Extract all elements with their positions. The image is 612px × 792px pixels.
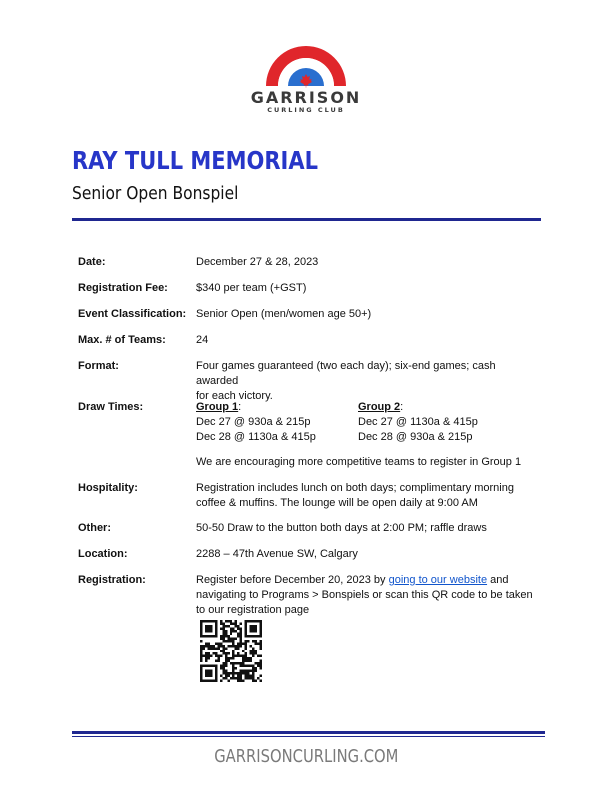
format-line: Four games guaranteed (two each day); six-end games; cash awarded xyxy=(196,360,496,387)
draw-group-1 xyxy=(196,400,356,445)
detail-value: 50-50 Draw to the button both days at 2:00 PM; raffle draws xyxy=(196,522,487,534)
draw-line: Dec 28 @ 1130a & 415p xyxy=(196,431,316,443)
group-colon: : xyxy=(400,401,404,413)
detail-value xyxy=(196,481,536,511)
footer-divider-thin xyxy=(72,736,545,737)
registration-line: to our registration page xyxy=(196,604,310,616)
detail-value: 24 xyxy=(196,334,209,346)
detail-value: 2288 – 47th Avenue SW, Calgary xyxy=(196,548,358,560)
hospitality-line: coffee & muffins. The lounge will be open daily at 9:00 AM xyxy=(196,497,478,509)
detail-value: $340 per team (+GST) xyxy=(196,282,307,294)
detail-label: Draw Times: xyxy=(78,401,144,413)
qr-code-icon[interactable] xyxy=(200,620,262,682)
hospitality-line: Registration includes lunch on both days; complimentary morning xyxy=(196,482,514,494)
detail-label: Event Classification: xyxy=(78,308,187,320)
detail-label: Format: xyxy=(78,360,119,372)
detail-value: December 27 & 28, 2023 xyxy=(196,256,319,268)
footer-divider xyxy=(72,731,545,734)
website-link[interactable]: going to our website xyxy=(388,574,488,586)
detail-label: Other: xyxy=(78,522,111,534)
format-line: for each victory. xyxy=(196,390,273,402)
group-colon: : xyxy=(238,401,242,413)
event-subtitle: Senior Open Bonspiel xyxy=(72,183,239,204)
draw-group-2 xyxy=(358,400,518,445)
detail-value xyxy=(196,573,536,618)
registration-text: and xyxy=(487,574,509,586)
detail-value xyxy=(196,359,536,404)
group-heading: Group 1 xyxy=(196,401,239,413)
logo-name: GARRISON xyxy=(250,88,362,107)
draw-line: Dec 28 @ 930a & 215p xyxy=(358,431,473,443)
detail-label: Location: xyxy=(78,548,128,560)
logo-subtitle: CURLING CLUB xyxy=(267,106,345,114)
registration-line: navigating to Programs > Bonspiels or scan this QR code to be taken xyxy=(196,589,533,601)
event-title: RAY TULL MEMORIAL xyxy=(72,146,319,175)
club-logo xyxy=(244,20,368,114)
detail-label: Registration Fee: xyxy=(78,282,168,294)
detail-label: Hospitality: xyxy=(78,482,138,494)
detail-value: Senior Open (men/women age 50+) xyxy=(196,308,372,320)
draw-line: Dec 27 @ 1130a & 415p xyxy=(358,416,478,428)
header-divider xyxy=(72,218,541,221)
draw-note: We are encouraging more competitive teams to register in Group 1 xyxy=(196,456,522,468)
draw-line: Dec 27 @ 930a & 215p xyxy=(196,416,311,428)
detail-label: Date: xyxy=(78,256,106,268)
detail-label: Registration: xyxy=(78,574,146,586)
registration-text: Register before December 20, 2023 by xyxy=(196,574,389,586)
curling-house-icon xyxy=(244,20,368,90)
footer-website xyxy=(0,746,612,767)
group-heading: Group 2 xyxy=(358,401,401,413)
footer-url[interactable]: GARRISONCURLING.COM xyxy=(213,746,399,767)
detail-label: Max. # of Teams: xyxy=(78,334,166,346)
